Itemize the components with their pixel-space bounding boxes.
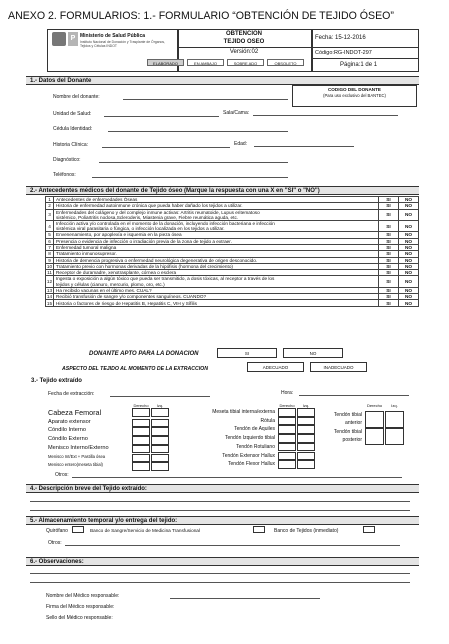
checkbox-derecho[interactable] (132, 462, 150, 471)
section-6-title: 6.- Observaciones: (26, 557, 419, 566)
tejido-label: Tendón tibial posterior (333, 429, 362, 443)
checkbox-derecho[interactable] (278, 425, 296, 434)
header-page: Página:1 de 1 (340, 62, 378, 68)
row-text-line: Receptor de duramadre, xenotrasplante, córnea o esclera (56, 270, 177, 276)
adecuado-label: ADECUADO (262, 365, 289, 370)
apto-no-label: NO (309, 351, 317, 356)
row-text-line: Historia o factores de riesgo de Hepatitis B, Hepatitis C, VIH y Sífilis (56, 300, 197, 306)
tejido-label: Tendón Extensor Hallux (222, 452, 275, 459)
status-tab: EN AMBAJO (187, 59, 224, 66)
form-title-1: OBTENCION (226, 31, 262, 37)
row-text-line: Antecedentes de enfermedades Óseas (56, 197, 138, 203)
checkbox-izq[interactable] (297, 452, 315, 461)
tejido-label: Menisco Int/Ext + Pastilla ósea (48, 453, 106, 459)
answer-si[interactable]: SI (379, 221, 399, 232)
status-tab: SOBRE ADO (227, 59, 264, 66)
field-otros-almacenamiento[interactable] (65, 545, 400, 546)
header-code: Código:RG-INDOT-297 (315, 50, 372, 56)
tejido-label: Aparato extensor (48, 418, 91, 425)
answer-si[interactable]: SI (379, 257, 399, 263)
row-number: 5 (46, 232, 54, 238)
label-diagnostico: Diagnóstico: (53, 157, 81, 163)
checkbox-derecho[interactable] (132, 408, 150, 417)
label-historia: Historia Clínica: (53, 142, 89, 148)
label-banco-sangre: Banco de Sangre/Servicio de Medicina Transfusional (90, 528, 200, 533)
row-text-line: tejidos y células (cianuro, mercurio, plomo, oro, etc.) (56, 281, 165, 287)
row-text-line: Ingesta o exposición a algún tóxico que pueda ser transmitido, a dosis tóxicas, al receptor a través de los (56, 276, 275, 282)
tejido-label: Cóndilo Externo (48, 436, 88, 443)
answer-no[interactable]: NO (399, 203, 419, 209)
label-banco-tejidos: Banco de Tejidos (inmediato) (274, 528, 339, 534)
tejido-label: Tendón de Aquiles (234, 426, 275, 433)
checkbox-derecho[interactable] (132, 454, 150, 463)
checkbox-izq[interactable] (385, 428, 404, 445)
label-medico-firma: Firma del Médico responsable: (46, 604, 115, 610)
header-izq: Izq. (302, 403, 310, 408)
label-sala: Sala/Cama: (223, 110, 250, 116)
field-descripcion-2[interactable] (30, 510, 410, 511)
row-number: 12 (46, 276, 54, 287)
row-text-line: Historia de demencia progresiva o enfermedad neurológica degenerativa de origen desconocido. (56, 257, 258, 263)
checkbox-derecho[interactable] (278, 408, 296, 417)
tejido-label: Meseta tibial interna/externa (212, 409, 275, 415)
checkbox-izq[interactable] (297, 417, 315, 426)
answer-si[interactable]: SI (379, 300, 399, 306)
tejido-label: Cabeza Femoral (48, 408, 102, 417)
row-number: 6 (46, 238, 54, 244)
checkbox-derecho[interactable] (365, 428, 384, 445)
section-2-title: 2.- Antecedentes médicos del donante de Tejido óseo (Marque la respuesta con una X en "SI" o "NO") (26, 186, 419, 195)
section-3-title: 3.- Tejido extraído (31, 378, 82, 384)
checkbox-izq[interactable] (297, 460, 315, 469)
row-number: 2 (46, 203, 54, 209)
answer-no[interactable]: NO (399, 209, 419, 220)
tejido-label: Menisco Interno/Externo (48, 444, 109, 451)
row-number: 10 (46, 263, 53, 269)
label-edad: Edad: (234, 141, 248, 147)
donor-code-subtitle: (Para uso exclusivo del BANTEC) (323, 93, 386, 98)
answer-no[interactable]: NO (399, 294, 419, 300)
inadecuado-label: INADECUADO (323, 365, 354, 370)
label-quirofano: Quirófano (46, 528, 68, 534)
answer-no[interactable]: NO (399, 287, 419, 293)
answer-si[interactable]: SI (379, 287, 399, 293)
row-number: 1 (46, 197, 54, 203)
answer-si[interactable]: SI (379, 203, 399, 209)
checkbox-derecho[interactable] (278, 460, 296, 469)
checkbox-banco-sangre[interactable] (253, 526, 265, 533)
label-medico-nombre: Nombre del Médico responsable: (46, 593, 120, 599)
label-medico-sello: Sello del Médico responsable: (46, 615, 113, 621)
header-izq: Izq. (156, 403, 164, 408)
label-unidad: Unidad de Salud: (53, 111, 92, 117)
answer-si[interactable]: SI (379, 197, 399, 203)
answer-si[interactable]: SI (379, 263, 399, 269)
answer-no[interactable]: NO (399, 300, 419, 306)
checkbox-derecho[interactable] (278, 452, 296, 461)
label-hora: Hora: (281, 390, 294, 396)
row-text-line: Envenenamiento, por apoplexía e isquemia en la pieza ósea (56, 232, 182, 238)
answer-si[interactable]: SI (379, 294, 399, 300)
answer-si[interactable]: SI (379, 238, 399, 244)
checkbox-izq[interactable] (385, 411, 404, 428)
apto-si-label: SI (244, 351, 250, 356)
row-text-line: Enfermedades del colágeno y del complejo inmune activas: Artritis reumatoide, Lupus eritematoso (56, 209, 260, 215)
answer-no[interactable]: NO (399, 276, 419, 287)
label-otros-almacenamiento: Otros: (48, 540, 62, 546)
answer-no[interactable]: NO (399, 251, 419, 257)
row-text-line: Enfermedad tumoral maligna (56, 245, 117, 251)
status-tab: ELABORADO (147, 59, 184, 66)
answer-no[interactable]: NO (399, 263, 419, 269)
checkbox-banco-tejidos[interactable] (363, 526, 375, 533)
checkbox-quirofano[interactable] (72, 526, 84, 533)
checkbox-derecho[interactable] (132, 436, 150, 445)
checkbox-derecho[interactable] (132, 445, 150, 454)
answer-no[interactable]: NO (399, 221, 419, 232)
label-cedula: Cédula Identidad: (53, 126, 93, 132)
status-tab: OBSOLETO (267, 59, 304, 66)
aspecto-label: ASPECTO DEL TEJIDO AL MOMENTO DE LA EXTRACCION (62, 366, 208, 372)
tejido-label: Tendón Rotuliano (236, 443, 275, 450)
label-otros-tejido: Otros: (55, 472, 69, 478)
answer-no[interactable]: NO (399, 232, 419, 238)
tejido-label: Cóndilo Interno (48, 427, 86, 434)
label-fecha-extraccion: Fecha de extracción: (48, 391, 95, 397)
row-text-line: sistémica viral parasitaria o fúngica, o infección localizada en los tejidos a utilizar. (56, 226, 225, 232)
row-number: 7 (46, 245, 54, 251)
checkbox-derecho[interactable] (132, 419, 150, 428)
section-4-title: 4.- Descripción breve del Tejido extraído: (26, 484, 419, 493)
apto-label: DONANTE APTO PARA LA DONACION (89, 351, 199, 357)
section-5-title: 5.- Almacenamiento temporal y/o entrega del tejido: (26, 516, 419, 525)
row-text-line: Presencia o evidencia de infección o irradiación previa de la zona de tejido a extraer. (56, 238, 232, 244)
row-text-line: Ha recibido vacunas en el último mes. CUAL? (56, 287, 152, 293)
answer-no[interactable]: NO (399, 238, 419, 244)
checkbox-derecho[interactable] (132, 427, 150, 436)
answer-si[interactable]: SI (379, 270, 399, 276)
answer-si[interactable]: SI (379, 276, 399, 287)
tejido-label: Rótula (260, 417, 275, 424)
header-date: Fecha: 15-12-2016 (315, 35, 366, 41)
donor-code-title: CODIGO DEL DONANTE (327, 87, 381, 92)
header-derecho: Derecho (133, 403, 149, 408)
label-telefonos: Teléfonos: (53, 172, 76, 178)
header-derecho: Derecho (279, 403, 295, 408)
row-text-line: Tratamiento inmunosupresor. (56, 251, 117, 257)
tejido-label: Menisco entero(meseta tibial) (48, 462, 103, 468)
checkbox-derecho[interactable] (365, 411, 384, 428)
row-number: 4 (46, 221, 54, 232)
form-title-2: TEJIDO OSEO (223, 39, 265, 45)
answer-si[interactable]: SI (379, 245, 399, 251)
field-observaciones-1[interactable] (30, 573, 410, 574)
section-1-title: 1.- Datos del Donante (26, 76, 419, 85)
answer-no[interactable]: NO (399, 197, 419, 203)
field-otros-tejido[interactable] (72, 477, 402, 478)
field-descripcion-1[interactable] (30, 501, 410, 502)
row-number: 8 (46, 251, 54, 257)
header-derecho: Derecho (366, 403, 383, 408)
row-text-line: Recibió transfusión de sangre y/o componentes sanguíneos. CUANDO? (56, 294, 207, 300)
row-number: 14 (46, 294, 53, 300)
answer-no[interactable]: NO (399, 257, 419, 263)
answer-si[interactable]: SI (379, 232, 399, 238)
tejido-label: Tendón Flexor Hallux (228, 461, 275, 468)
logo-mark-icon: P (68, 32, 78, 46)
field-medico-nombre[interactable] (170, 598, 320, 599)
tejido-label: Tendón Izquierdo tibial (224, 435, 275, 442)
header-izq: Izq. (391, 403, 398, 408)
row-text-line: Historia de enfermedad autoinmune crónica que pueda haber dañado los tejidos a utilizar. (56, 203, 243, 209)
row-number: 11 (47, 270, 52, 276)
logo-subtext: Instituto Nacional de Donación y Trasplante de Órganos, Tejidos y Células INDOT (80, 40, 166, 48)
row-number: 9 (46, 257, 54, 263)
checkbox-derecho[interactable] (278, 434, 296, 443)
label-nombre: Nombre del donante: (53, 94, 100, 100)
logo-text: Ministerio de Salud Pública (80, 33, 146, 39)
page-title: ANEXO 2. FORMULARIOS: 1.- FORMULARIO “OBTENCIÓN DE TEJIDO ÓSEO” (8, 10, 394, 22)
version: Versión:02 (229, 49, 259, 55)
field-observaciones-2[interactable] (30, 582, 410, 583)
answer-no[interactable]: NO (399, 270, 419, 276)
answer-si[interactable]: SI (379, 209, 399, 220)
row-text-line: Tratamiento previo con hormonas derivadas de la hipófisis (hormona del crecimiento) (56, 263, 233, 269)
row-number: 3 (46, 209, 54, 220)
answer-no[interactable]: NO (399, 245, 419, 251)
row-number: 13 (46, 287, 53, 293)
checkbox-izq[interactable] (297, 425, 315, 434)
checkbox-derecho[interactable] (278, 417, 296, 426)
checkbox-izq[interactable] (297, 434, 315, 443)
checkbox-izq[interactable] (297, 408, 315, 417)
checkbox-derecho[interactable] (278, 443, 296, 452)
row-text-line: sistémico, Poliartritis nodosa,Scleroderis, Miastenia grave, Fiebre reumática aguda, etc. (56, 214, 239, 220)
tejido-label: Tendón tibial anterior (333, 412, 362, 426)
row-text-line: Infección activa y/o controlada en el momento de la donación, incluyendo infección bacteriana e infección (56, 221, 275, 226)
checkbox-izq[interactable] (297, 443, 315, 452)
answer-si[interactable]: SI (379, 251, 399, 257)
row-number: 15 (46, 300, 53, 306)
